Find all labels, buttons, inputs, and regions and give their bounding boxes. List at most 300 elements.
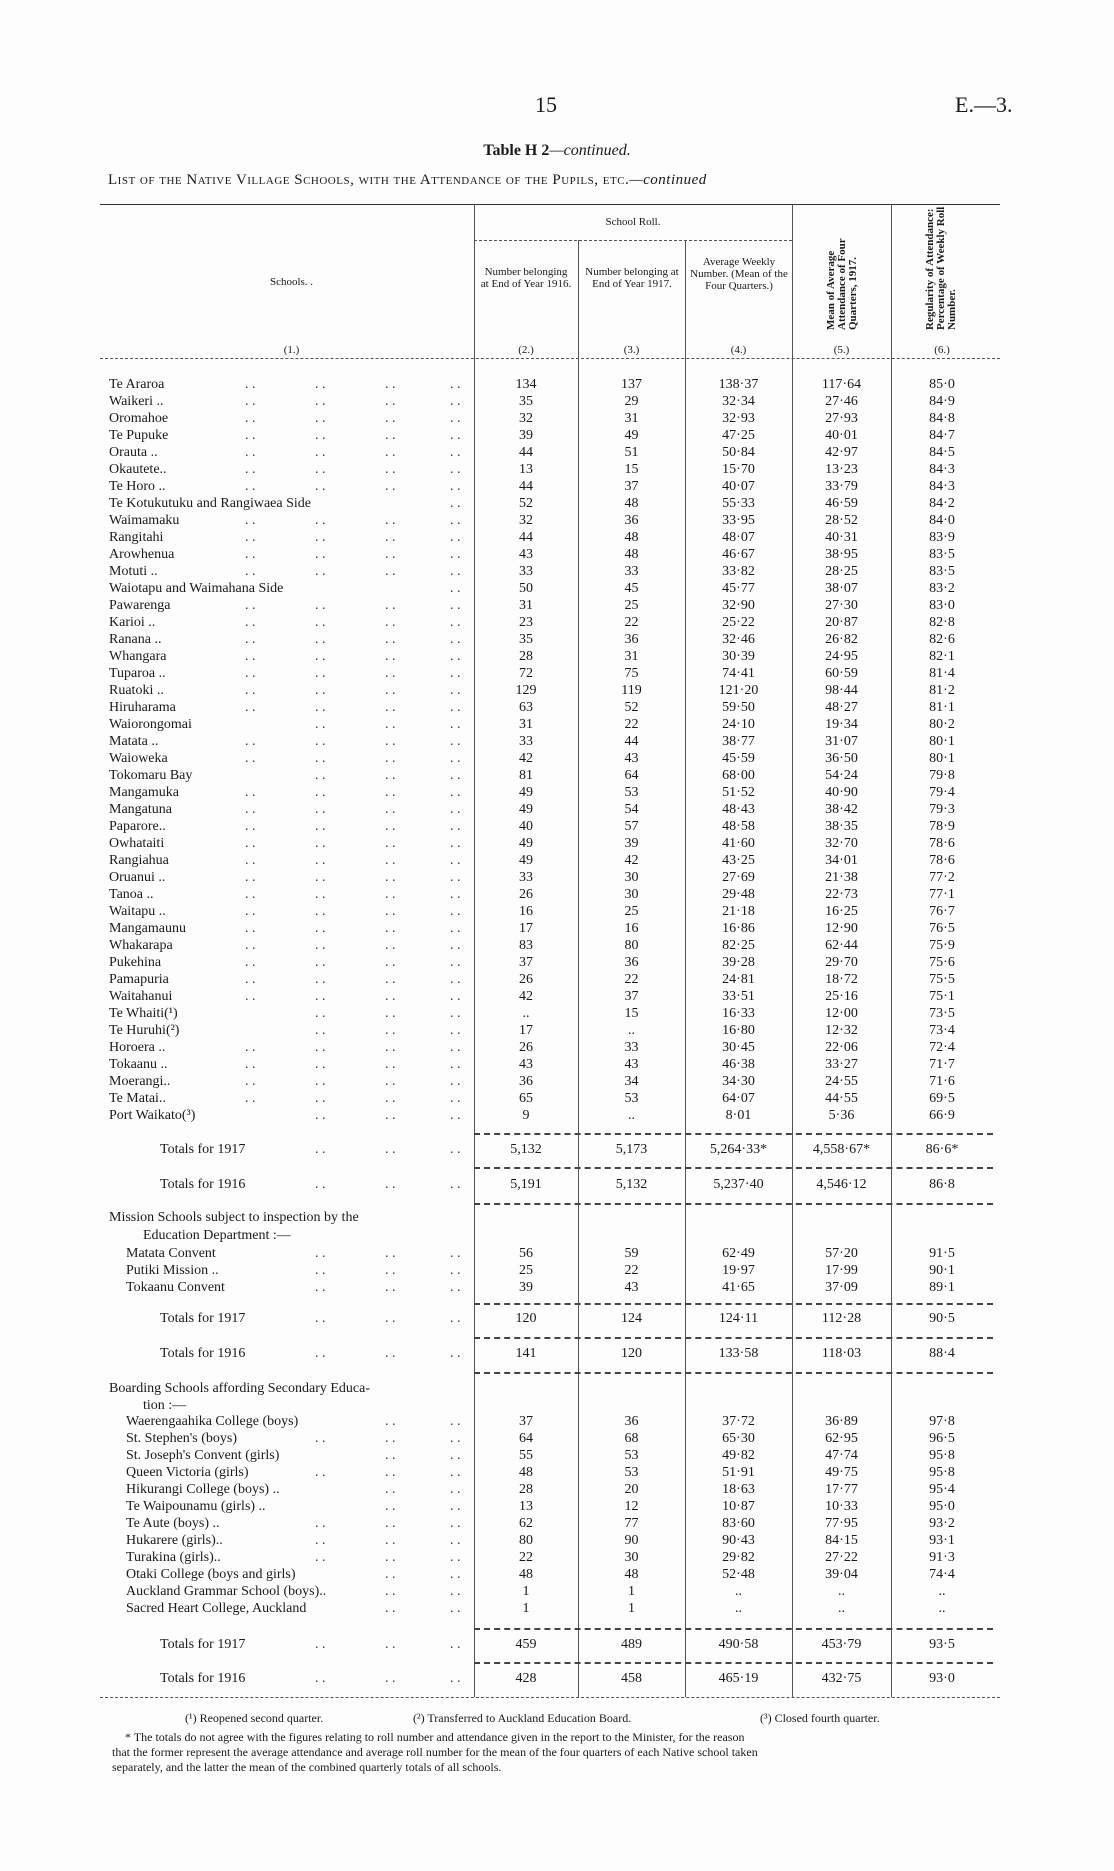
- cell-col4: 32·46: [722, 632, 755, 647]
- table-row: [0, 1515, 1114, 1532]
- cell-col3: 12: [624, 1499, 639, 1514]
- cell-col4: 64·07: [722, 1091, 755, 1106]
- dot-leader: . .: [385, 921, 396, 936]
- table-row: [0, 1279, 1114, 1296]
- cell-col5: 27·46: [825, 394, 858, 409]
- dot-leader: . .: [315, 887, 326, 902]
- table-row: [0, 1464, 1114, 1481]
- table-row: [0, 563, 1114, 580]
- cell-col6: 90·1: [929, 1263, 955, 1278]
- table-row: [0, 1056, 1114, 1073]
- page-number: 15: [535, 92, 557, 117]
- cell-col6: 81·1: [929, 700, 955, 715]
- cell-col5: 17·77: [825, 1482, 858, 1497]
- dot-leader: . .: [245, 649, 256, 664]
- dot-leader: . .: [450, 547, 461, 562]
- dot-leader: . .: [450, 1074, 461, 1089]
- cell-col5: 57·20: [825, 1246, 858, 1261]
- cell-col2: 81: [519, 768, 533, 783]
- dot-leader: . .: [315, 1263, 326, 1278]
- cell-col6: 79·4: [929, 785, 955, 800]
- cell-col3: 48: [624, 530, 639, 545]
- dot-leader: . .: [385, 938, 396, 953]
- school-name: Motuti ..: [109, 564, 158, 579]
- dot-leader: . .: [245, 683, 256, 698]
- cell-col4: 27·69: [722, 870, 755, 885]
- dot-leader: . .: [315, 1177, 326, 1192]
- cell-col6: 81·4: [929, 666, 955, 681]
- dot-leader: . .: [385, 513, 396, 528]
- table-row: [0, 971, 1114, 988]
- cell-col6: 74·4: [929, 1567, 955, 1582]
- cell-col3: 30: [624, 887, 639, 902]
- footnote-1: (¹) Reopened second quarter.: [185, 1711, 324, 1725]
- school-name: Pamapuria: [109, 972, 169, 987]
- cell-col3: 43: [624, 1280, 639, 1295]
- cell-col6: 95·8: [929, 1465, 955, 1480]
- cell-col6: 75·5: [929, 972, 955, 987]
- header-schools: Schools. .: [269, 276, 314, 288]
- table-row: [0, 903, 1114, 920]
- dot-leader: . .: [315, 1431, 326, 1446]
- dot-leader: . .: [385, 1533, 396, 1548]
- totals-row: [0, 1670, 1114, 1687]
- cell-col3: 22: [624, 1263, 639, 1278]
- cell-col6: 91·3: [929, 1550, 955, 1565]
- cell-col5: 38·95: [825, 547, 858, 562]
- cell-col3: 5,173: [615, 1142, 648, 1157]
- dot-leader: . .: [450, 479, 461, 494]
- dot-leader: . .: [245, 1040, 256, 1055]
- dot-leader: . .: [315, 530, 326, 545]
- table-row: [0, 427, 1114, 444]
- dot-leader: . .: [450, 1142, 461, 1157]
- school-name: Waitahanui: [109, 989, 173, 1004]
- dot-leader: . .: [245, 887, 256, 902]
- cell-col5: 453·79: [821, 1637, 862, 1652]
- header-col4: Average Weekly Number. (Mean of the Four Quarters.): [690, 256, 788, 292]
- dot-leader: . .: [245, 1057, 256, 1072]
- cell-col4: 41·60: [722, 836, 755, 851]
- school-name: Waiorongomai: [109, 717, 192, 732]
- dot-leader: . .: [385, 904, 396, 919]
- cell-col3: 48: [624, 1567, 639, 1582]
- dot-leader: . .: [315, 768, 326, 783]
- cell-col2: 64: [519, 1431, 533, 1446]
- table-row: [0, 444, 1114, 461]
- dot-leader: . .: [385, 547, 396, 562]
- cell-col3: 22: [624, 972, 639, 987]
- cell-col5: 62·44: [825, 938, 858, 953]
- dot-leader: . .: [450, 1637, 461, 1652]
- cell-col5: 27·93: [825, 411, 858, 426]
- cell-col5: 44·55: [825, 1091, 858, 1106]
- cell-col6: 72·4: [929, 1040, 955, 1055]
- cell-col5: 117·64: [821, 377, 862, 392]
- cell-col2: 55: [519, 1448, 533, 1463]
- dot-leader: . .: [385, 1057, 396, 1072]
- school-name: Orauta ..: [109, 445, 158, 460]
- school-name: Tokomaru Bay: [109, 768, 193, 783]
- cell-col6: 80·1: [929, 751, 955, 766]
- dot-leader: . .: [450, 615, 461, 630]
- dot-leader: . .: [385, 1550, 396, 1565]
- cell-col6: 73·4: [929, 1023, 955, 1038]
- dot-leader: . .: [315, 700, 326, 715]
- cell-col5: 25·16: [825, 989, 858, 1004]
- cell-col6: 86·6*: [925, 1142, 959, 1157]
- cell-col2: 37: [519, 955, 533, 970]
- dot-leader: . .: [245, 802, 256, 817]
- dot-leader: . .: [385, 1023, 396, 1038]
- cell-col6: 84·0: [929, 513, 955, 528]
- dot-leader: . .: [315, 853, 326, 868]
- school-name: Te Aute (boys) ..: [126, 1516, 220, 1531]
- totals-rule: [474, 1662, 993, 1664]
- dot-leader: . .: [450, 1311, 461, 1326]
- cell-col5: 29·70: [825, 955, 858, 970]
- dot-leader: . .: [245, 479, 256, 494]
- cell-col3: 29: [624, 394, 639, 409]
- cell-col4: 90·43: [722, 1533, 755, 1548]
- table-row: [0, 852, 1114, 869]
- dot-leader: . .: [450, 564, 461, 579]
- cell-col4: 25·22: [722, 615, 755, 630]
- table-row: [0, 784, 1114, 801]
- dot-leader: . .: [450, 904, 461, 919]
- dot-leader: . .: [315, 1057, 326, 1072]
- cell-col6: 84·2: [929, 496, 955, 511]
- totals-rule: [474, 1372, 993, 1374]
- school-name: Oruanui ..: [109, 870, 166, 885]
- cell-col6: 95·4: [929, 1482, 955, 1497]
- dot-leader: . .: [450, 394, 461, 409]
- cell-col3: 120: [621, 1346, 642, 1361]
- cell-col6: 76·7: [929, 904, 955, 919]
- dot-leader: . .: [450, 496, 461, 511]
- dot-leader: . .: [450, 717, 461, 732]
- cell-col6: 93·5: [929, 1637, 955, 1652]
- table-row: [0, 869, 1114, 886]
- col-number-2: (2.): [518, 344, 534, 356]
- cell-col2: 17: [519, 1023, 533, 1038]
- cell-col5: 46·59: [825, 496, 858, 511]
- dot-leader: . .: [385, 377, 396, 392]
- school-name: Te Pupuke: [109, 428, 169, 443]
- cell-col3: 43: [624, 1057, 639, 1072]
- cell-col3: 489: [621, 1637, 642, 1652]
- cell-col6: 69·5: [929, 1091, 955, 1106]
- cell-col5: 22·06: [825, 1040, 858, 1055]
- dot-leader: . .: [450, 1263, 461, 1278]
- cell-col4: ..: [735, 1601, 742, 1616]
- dot-leader: . .: [315, 1023, 326, 1038]
- school-roll-rule: [474, 240, 792, 241]
- cell-col5: 28·52: [825, 513, 858, 528]
- cell-col2: 26: [519, 1040, 533, 1055]
- cell-col3: 75: [624, 666, 639, 681]
- cell-col2: 65: [519, 1091, 533, 1106]
- table-row: [0, 1481, 1114, 1498]
- cell-col3: 54: [624, 802, 639, 817]
- school-name: Matata ..: [109, 734, 159, 749]
- cell-col4: 38·77: [722, 734, 755, 749]
- cell-col5: 62·95: [825, 1431, 858, 1446]
- cell-col5: 16·25: [825, 904, 858, 919]
- cell-col4: 465·19: [718, 1671, 759, 1686]
- table-row: [0, 988, 1114, 1005]
- cell-col3: 1: [628, 1584, 635, 1599]
- cell-col2: 13: [519, 462, 533, 477]
- cell-col5: 18·72: [825, 972, 858, 987]
- cell-col3: ..: [628, 1108, 635, 1123]
- cell-col6: 75·1: [929, 989, 955, 1004]
- cell-col4: ..: [735, 1584, 742, 1599]
- dot-leader: . .: [385, 734, 396, 749]
- dot-leader: . .: [245, 1091, 256, 1106]
- header-school-roll: School Roll.: [605, 216, 661, 228]
- cell-col4: 41·65: [722, 1280, 755, 1295]
- dot-leader: . .: [385, 819, 396, 834]
- dot-leader: . .: [450, 649, 461, 664]
- table-row: [0, 495, 1114, 512]
- cell-col3: 80: [624, 938, 639, 953]
- cell-col2: 28: [519, 649, 533, 664]
- table-top-rule: [100, 204, 1000, 205]
- cell-col2: 28: [519, 1482, 533, 1497]
- dot-leader: . .: [450, 666, 461, 681]
- cell-col4: 30·39: [722, 649, 755, 664]
- col-number-5: (5.): [833, 344, 850, 356]
- dot-leader: . .: [315, 955, 326, 970]
- dot-leader: . .: [245, 445, 256, 460]
- table-bottom-rule: [100, 1697, 1000, 1698]
- school-name: Tokaanu Convent: [126, 1280, 225, 1295]
- cell-col6: 88·4: [929, 1346, 955, 1361]
- school-name: Horoera ..: [109, 1040, 166, 1055]
- dot-leader: . .: [315, 1671, 326, 1686]
- dot-leader: . .: [450, 819, 461, 834]
- dot-leader: . .: [450, 683, 461, 698]
- dot-leader: . .: [385, 1584, 396, 1599]
- cell-col2: 40: [519, 819, 533, 834]
- school-name: Paparore..: [109, 819, 166, 834]
- cell-col3: 48: [624, 496, 639, 511]
- cell-col3: 43: [624, 751, 639, 766]
- school-name: Queen Victoria (girls): [126, 1465, 249, 1480]
- dot-leader: . .: [385, 1482, 396, 1497]
- dot-leader: . .: [385, 1311, 396, 1326]
- dot-leader: . .: [315, 683, 326, 698]
- dot-leader: . .: [450, 1414, 461, 1429]
- cell-col6: 73·5: [929, 1006, 955, 1021]
- dot-leader: . .: [385, 1280, 396, 1295]
- cell-col4: 29·82: [722, 1550, 755, 1565]
- cell-col3: 16: [624, 921, 639, 936]
- cell-col4: 46·67: [722, 547, 755, 562]
- dot-leader: . .: [315, 1516, 326, 1531]
- table-row: [0, 1413, 1114, 1430]
- dot-leader: . .: [385, 666, 396, 681]
- dot-leader: . .: [385, 1637, 396, 1652]
- school-name: Port Waikato(³): [109, 1108, 196, 1123]
- dot-leader: . .: [245, 785, 256, 800]
- cell-col4: 30·45: [722, 1040, 755, 1055]
- table-row: [0, 631, 1114, 648]
- table-row: [0, 512, 1114, 529]
- cell-col3: 15: [624, 1006, 639, 1021]
- cell-col6: 93·2: [929, 1516, 955, 1531]
- cell-col6: 97·8: [929, 1414, 955, 1429]
- dot-leader: . .: [450, 1499, 461, 1514]
- header-col5: Mean of Average Attendance of Four Quarters, 1917.: [825, 238, 859, 330]
- dot-leader: . .: [385, 989, 396, 1004]
- cell-col5: 98·44: [825, 683, 858, 698]
- dot-leader: . .: [385, 1414, 396, 1429]
- dot-leader: . .: [450, 921, 461, 936]
- cell-col6: 78·9: [929, 819, 955, 834]
- cell-col6: 75·9: [929, 938, 955, 953]
- cell-col6: 82·6: [929, 632, 955, 647]
- cell-col3: 44: [624, 734, 639, 749]
- cell-col3: 68: [624, 1431, 639, 1446]
- school-name: Mangamuka: [109, 785, 179, 800]
- cell-col3: 34: [624, 1074, 639, 1089]
- cell-col6: 78·6: [929, 836, 955, 851]
- cell-col4: 37·72: [722, 1414, 755, 1429]
- cell-col6: 66·9: [929, 1108, 955, 1123]
- dot-leader: . .: [385, 445, 396, 460]
- cell-col6: 95·0: [929, 1499, 955, 1514]
- cell-col4: 45·59: [722, 751, 755, 766]
- school-name: Waioweka: [109, 751, 168, 766]
- totals-row: [0, 1141, 1114, 1158]
- table-row: [0, 546, 1114, 563]
- cell-col3: 33: [624, 1040, 639, 1055]
- cell-col4: 48·43: [722, 802, 755, 817]
- cell-col5: 5·36: [828, 1108, 855, 1123]
- header-bottom-rule: [100, 358, 1000, 359]
- dot-leader: . .: [385, 972, 396, 987]
- cell-col2: 26: [519, 887, 533, 902]
- cell-col5: 40·31: [825, 530, 858, 545]
- cell-col2: 36: [519, 1074, 533, 1089]
- dot-leader: . .: [245, 921, 256, 936]
- cell-col3: 64: [624, 768, 639, 783]
- cell-col4: 16·80: [722, 1023, 755, 1038]
- table-row: [0, 1600, 1114, 1617]
- cell-col2: 52: [519, 496, 533, 511]
- cell-col3: 51: [624, 445, 639, 460]
- cell-col6: 79·8: [929, 768, 955, 783]
- cell-col2: 35: [519, 394, 533, 409]
- dot-leader: . .: [385, 1499, 396, 1514]
- cell-col6: 81·2: [929, 683, 955, 698]
- dot-leader: . .: [450, 802, 461, 817]
- school-name: Karioi ..: [109, 615, 156, 630]
- dot-leader: . .: [315, 445, 326, 460]
- school-name: Te Araroa: [109, 377, 165, 392]
- cell-col2: 43: [519, 1057, 533, 1072]
- cell-col4: 68·00: [722, 768, 755, 783]
- school-name: Auckland Grammar School (boys)..: [126, 1584, 327, 1599]
- school-name: Mangatuna: [109, 802, 172, 817]
- dot-leader: . .: [315, 632, 326, 647]
- dot-leader: . .: [245, 666, 256, 681]
- totals-rule: [474, 1167, 993, 1169]
- cell-col3: 30: [624, 1550, 639, 1565]
- cell-col4: 32·93: [722, 411, 755, 426]
- dot-leader: . .: [315, 1533, 326, 1548]
- dot-leader: . .: [385, 1601, 396, 1616]
- school-name: Te Waipounamu (girls) ..: [126, 1499, 266, 1514]
- cell-col6: 83·9: [929, 530, 955, 545]
- cell-col2: ..: [522, 1006, 530, 1021]
- dot-leader: . .: [315, 1091, 326, 1106]
- cell-col3: 22: [624, 717, 639, 732]
- cell-col5: 49·75: [825, 1465, 858, 1480]
- cell-col4: 74·41: [722, 666, 755, 681]
- table-row: [0, 920, 1114, 937]
- table-row: [0, 665, 1114, 682]
- dot-leader: . .: [315, 870, 326, 885]
- dot-leader: . .: [315, 547, 326, 562]
- school-name: Tokaanu ..: [109, 1057, 168, 1072]
- dot-leader: . .: [315, 1346, 326, 1361]
- dot-leader: . .: [450, 734, 461, 749]
- cell-col3: 52: [624, 700, 639, 715]
- cell-col5: 112·28: [821, 1311, 862, 1326]
- cell-col3: 25: [624, 904, 639, 919]
- dot-leader: . .: [315, 1465, 326, 1480]
- mission-heading-cont: Education Department :—: [143, 1228, 291, 1243]
- dot-leader: . .: [245, 751, 256, 766]
- school-name: Totals for 1916: [160, 1346, 246, 1361]
- cell-col4: 21·18: [722, 904, 755, 919]
- star-note-line3: separately, and the latter the mean of the combined quarterly totals of all schools.: [112, 1760, 502, 1774]
- cell-col5: 13·23: [825, 462, 858, 477]
- cell-col3: 36: [624, 632, 639, 647]
- dot-leader: . .: [245, 564, 256, 579]
- dot-leader: . .: [450, 887, 461, 902]
- header-col2: Number belonging at End of Year 1916.: [480, 266, 572, 290]
- school-name: Okautete..: [109, 462, 167, 477]
- table-subtitle: [108, 172, 707, 189]
- cell-col6: 84·5: [929, 445, 955, 460]
- school-name: Totals for 1916: [160, 1671, 246, 1686]
- dot-leader: . .: [385, 1263, 396, 1278]
- cell-col5: 118·03: [821, 1346, 862, 1361]
- school-name: Pawarenga: [109, 598, 171, 613]
- school-name: Whangara: [109, 649, 167, 664]
- star-note-line2: that the former represent the average attendance and average roll number for the mean of the four quarters of each Native school taken: [112, 1745, 758, 1759]
- cell-col5: ..: [838, 1584, 845, 1599]
- cell-col6: 83·5: [929, 547, 955, 562]
- cell-col5: 432·75: [821, 1671, 862, 1686]
- cell-col4: 5,237·40: [713, 1177, 764, 1192]
- cell-col3: 37: [624, 479, 639, 494]
- cell-col2: 49: [519, 836, 533, 851]
- cell-col3: 22: [624, 615, 639, 630]
- dot-leader: . .: [315, 1074, 326, 1089]
- dot-leader: . .: [385, 598, 396, 613]
- cell-col3: 119: [621, 683, 642, 698]
- table-row: [0, 1107, 1114, 1124]
- cell-col4: 45·77: [722, 581, 755, 596]
- dot-leader: . .: [385, 1431, 396, 1446]
- table-row: [0, 699, 1114, 716]
- dot-leader: . .: [315, 1142, 326, 1157]
